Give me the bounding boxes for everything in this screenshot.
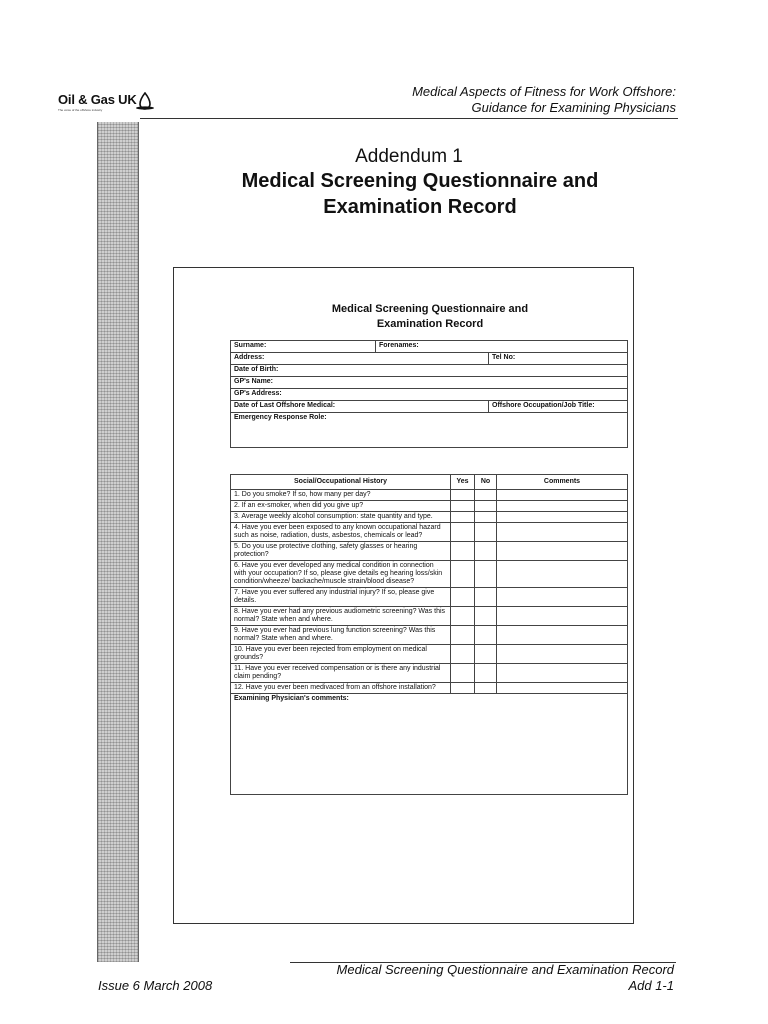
question-text: 5. Do you use protective clothing, safety glasses or hearing protection? (231, 542, 451, 561)
yes-cell[interactable] (451, 626, 475, 645)
table-row (231, 542, 628, 561)
table-row (231, 501, 628, 512)
surname-field[interactable]: Surname: (231, 341, 376, 353)
physician-comments-field[interactable]: Examining Physician's comments: (231, 694, 628, 795)
header-divider (140, 118, 678, 119)
comments-cell[interactable] (497, 683, 628, 694)
yes-cell[interactable] (451, 490, 475, 501)
table-row (231, 512, 628, 523)
no-cell[interactable] (475, 664, 497, 683)
table-row (231, 683, 628, 694)
comments-cell[interactable] (497, 542, 628, 561)
no-cell[interactable] (475, 607, 497, 626)
comments-cell[interactable] (497, 512, 628, 523)
comments-cell[interactable] (497, 626, 628, 645)
question-text: 8. Have you ever had any previous audiometric screening? Was this normal? State when and where. (231, 607, 451, 626)
comments-cell[interactable] (497, 607, 628, 626)
page-title (160, 168, 680, 220)
table-row (231, 645, 628, 664)
addendum-label: Addendum 1 (355, 146, 463, 167)
footer-title: Medical Screening Questionnaire and Examination Record (336, 962, 674, 977)
comments-cell[interactable] (497, 588, 628, 607)
history-header-row (231, 475, 628, 490)
comments-cell[interactable] (497, 561, 628, 588)
page-title-line-2: Examination Record (323, 196, 517, 218)
no-cell[interactable] (475, 683, 497, 694)
yes-header: Yes (451, 475, 475, 490)
comments-cell[interactable] (497, 664, 628, 683)
personal-details-table (230, 340, 628, 448)
no-cell[interactable] (475, 588, 497, 607)
question-text: 6. Have you ever developed any medical condition in connection with your occupation? If so, please give details eg hearing loss/skin condition/wheeze/ backache/muscle strain/blood disease? (231, 561, 451, 588)
issue-date: Issue 6 March 2008 (98, 978, 213, 993)
emergency-role-field[interactable]: Emergency Response Role: (231, 413, 628, 448)
question-text: 3. Average weekly alcohol consumption: state quantity and type. (231, 512, 451, 523)
question-text: 11. Have you ever received compensation or is there any industrial claim pending? (231, 664, 451, 683)
physician-comments-row (231, 694, 628, 795)
history-header: Social/Occupational History (231, 475, 451, 490)
page-number: Add 1-1 (628, 978, 674, 993)
margin-strip (97, 122, 139, 962)
no-cell[interactable] (475, 523, 497, 542)
comments-cell[interactable] (497, 490, 628, 501)
question-text: 2. If an ex-smoker, when did you give up? (231, 501, 451, 512)
question-text: 4. Have you ever been exposed to any known occupational hazard such as noise, radiation, dusts, asbestos, chemicals or lead? (231, 523, 451, 542)
table-row (231, 490, 628, 501)
logo-tagline: The voice of the offshore industry (58, 108, 103, 112)
no-cell[interactable] (475, 542, 497, 561)
gp-name-field[interactable]: GP's Name: (231, 377, 628, 389)
comments-cell[interactable] (497, 501, 628, 512)
header-line-2: Guidance for Examining Physicians (471, 100, 676, 115)
form-title-line-2: Examination Record (376, 318, 484, 330)
oil-drop-icon (135, 92, 155, 110)
yes-cell[interactable] (451, 588, 475, 607)
yes-cell[interactable] (451, 501, 475, 512)
form-title-line-1: Medical Screening Questionnaire and (331, 303, 529, 315)
table-row (231, 607, 628, 626)
table-row (231, 626, 628, 645)
comments-header: Comments (497, 475, 628, 490)
yes-cell[interactable] (451, 523, 475, 542)
yes-cell[interactable] (451, 607, 475, 626)
comments-cell[interactable] (497, 645, 628, 664)
gp-address-field[interactable]: GP's Address: (231, 389, 628, 401)
no-cell[interactable] (475, 645, 497, 664)
history-table (230, 474, 628, 795)
no-cell[interactable] (475, 490, 497, 501)
table-row (231, 588, 628, 607)
table-row (231, 523, 628, 542)
last-medical-field[interactable]: Date of Last Offshore Medical: (231, 401, 489, 413)
no-cell[interactable] (475, 561, 497, 588)
tel-field[interactable]: Tel No: (489, 353, 628, 365)
yes-cell[interactable] (451, 664, 475, 683)
logo-name: Oil & Gas UK (58, 92, 137, 107)
table-row (231, 664, 628, 683)
dob-field[interactable]: Date of Birth: (231, 365, 628, 377)
no-cell[interactable] (475, 501, 497, 512)
question-text: 9. Have you ever had previous lung function screening? Was this normal? State when and where. (231, 626, 451, 645)
no-cell[interactable] (475, 512, 497, 523)
yes-cell[interactable] (451, 683, 475, 694)
forenames-field[interactable]: Forenames: (376, 341, 628, 353)
page-title-line-1: Medical Screening Questionnaire and (241, 170, 599, 192)
question-text: 10. Have you ever been rejected from employment on medical grounds? (231, 645, 451, 664)
question-text: 1. Do you smoke? If so, how many per day? (231, 490, 451, 501)
yes-cell[interactable] (451, 512, 475, 523)
no-cell[interactable] (475, 626, 497, 645)
table-row (231, 561, 628, 588)
address-field[interactable]: Address: (231, 353, 489, 365)
comments-cell[interactable] (497, 523, 628, 542)
yes-cell[interactable] (451, 561, 475, 588)
question-text: 7. Have you ever suffered any industrial injury? If so, please give details. (231, 588, 451, 607)
question-text: 12. Have you ever been medivaced from an offshore installation? (231, 683, 451, 694)
yes-cell[interactable] (451, 542, 475, 561)
no-header: No (475, 475, 497, 490)
oil-gas-uk-logo (58, 92, 158, 118)
yes-cell[interactable] (451, 645, 475, 664)
form-title (173, 302, 687, 332)
occupation-field[interactable]: Offshore Occupation/Job Title: (489, 401, 628, 413)
header-line-1: Medical Aspects of Fitness for Work Offshore: (412, 84, 676, 99)
